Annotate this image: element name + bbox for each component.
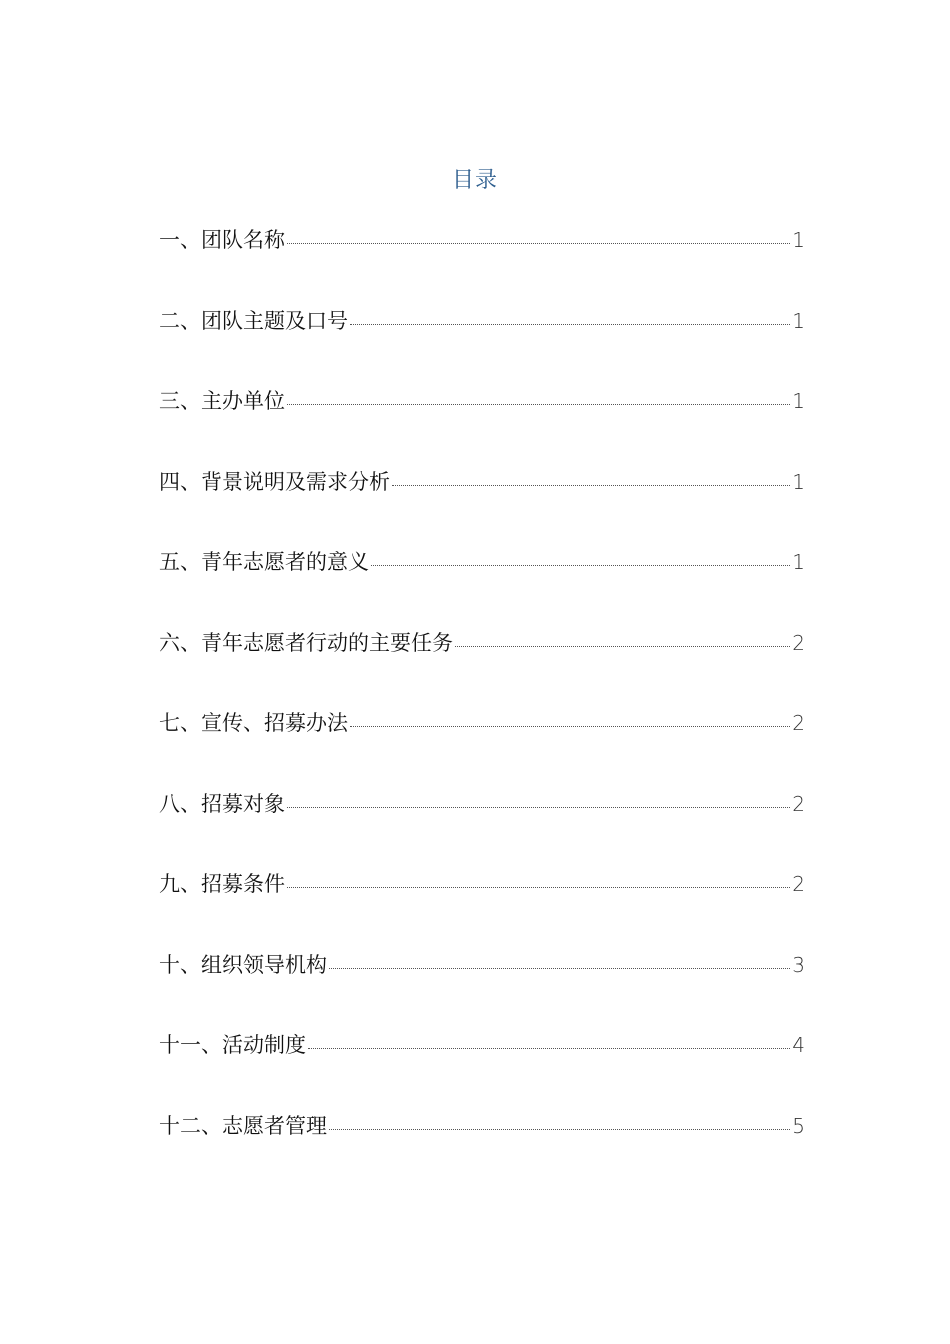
- toc-entry-page: 2: [792, 872, 805, 896]
- toc-title: 目录: [451, 168, 498, 193]
- toc-entry-label: 六、青年志愿者行动的主要任务: [159, 630, 453, 655]
- toc-entry[interactable]: [159, 224, 805, 305]
- toc-entry[interactable]: [159, 788, 805, 869]
- toc-entry[interactable]: [159, 627, 805, 708]
- toc-entry-page: 1: [792, 469, 805, 494]
- toc-dot-leader: [350, 324, 790, 325]
- toc-dot-leader: [287, 807, 790, 808]
- toc-entry[interactable]: [159, 546, 805, 627]
- toc-entry[interactable]: [159, 385, 805, 466]
- toc-entry[interactable]: [159, 1029, 805, 1110]
- toc-entry-label: 九、招募条件: [159, 872, 285, 896]
- toc-entry-page: 1: [792, 308, 805, 333]
- toc-entry-label: 十二、志愿者管理: [159, 1113, 327, 1138]
- toc-dot-leader: [350, 726, 790, 727]
- toc-list: [159, 224, 805, 1190]
- toc-dot-leader: [329, 968, 790, 969]
- toc-entry-page: 1: [792, 550, 805, 574]
- toc-entry-label: 三、主办单位: [159, 389, 285, 413]
- toc-entry-page: 2: [792, 630, 805, 655]
- toc-dot-leader: [392, 485, 790, 486]
- toc-entry-page: 2: [792, 791, 805, 816]
- toc-dot-leader: [371, 565, 790, 566]
- toc-dot-leader: [287, 243, 790, 244]
- toc-dot-leader: [287, 404, 790, 405]
- toc-entry-label: 四、背景说明及需求分析: [159, 469, 390, 494]
- toc-entry[interactable]: [159, 949, 805, 1030]
- toc-entry-page: 5: [792, 1113, 805, 1138]
- toc-entry[interactable]: [159, 707, 805, 788]
- toc-entry-label: 七、宣传、招募办法: [159, 711, 348, 735]
- toc-entry-label: 十一、活动制度: [159, 1033, 306, 1057]
- toc-entry[interactable]: [159, 466, 805, 547]
- toc-dot-leader: [329, 1129, 790, 1130]
- toc-entry-label: 二、团队主题及口号: [159, 308, 348, 333]
- toc-dot-leader: [455, 646, 790, 647]
- toc-entry-page: 3: [792, 952, 805, 977]
- toc-entry-page: 2: [792, 711, 805, 735]
- toc-entry[interactable]: [159, 1110, 805, 1191]
- toc-entry-label: 十、组织领导机构: [159, 952, 327, 977]
- toc-dot-leader: [308, 1048, 790, 1049]
- toc-entry[interactable]: [159, 868, 805, 949]
- toc-entry-page: 1: [792, 228, 805, 252]
- toc-entry-label: 五、青年志愿者的意义: [159, 550, 369, 574]
- toc-entry-page: 1: [792, 389, 805, 413]
- toc-entry-label: 八、招募对象: [159, 791, 285, 816]
- toc-dot-leader: [287, 887, 790, 888]
- toc-entry-page: 4: [792, 1033, 805, 1057]
- toc-entry-label: 一、团队名称: [159, 228, 285, 252]
- toc-entry[interactable]: [159, 305, 805, 386]
